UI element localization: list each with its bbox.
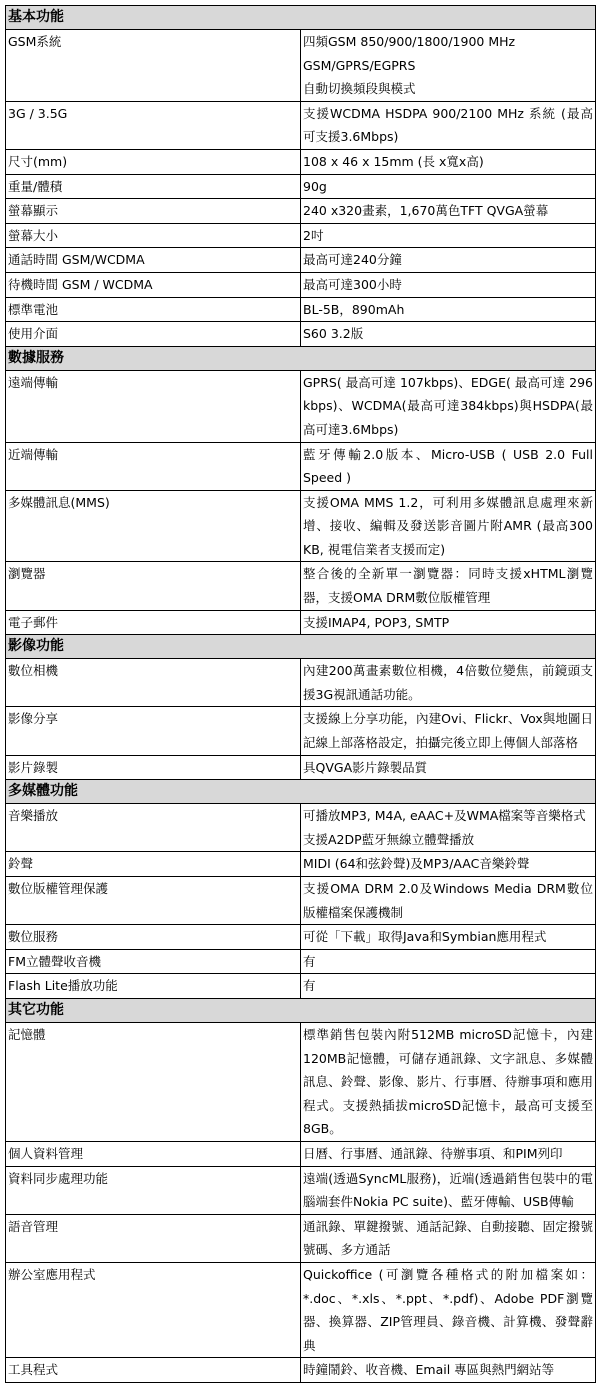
spec-value-line: MIDI (64和弦鈴聲)及MP3/AAC音樂鈴聲 [303,856,530,872]
spec-row [6,322,596,347]
spec-value-line: 最高可達240分鐘 [303,252,402,268]
spec-value-line: 整合後的全新單一瀏覽器：同時支援xHTML瀏覽器，支援OMA DRM數位版權管理 [303,566,593,606]
spec-value-line: 支援IMAP4, POP3, SMTP [303,614,450,630]
spec-row [6,755,596,780]
spec-value [301,949,596,974]
spec-row [6,149,596,174]
section-header [6,6,596,30]
spec-row [6,1166,596,1214]
spec-value [301,101,596,149]
spec-value [301,370,596,442]
spec-value-line: 支援OMA MMS 1.2，可利用多媒體訊息處理來新增、接收、編輯及發送影音圖片附AMR (最高300 KB, 視電信業者支援而定) [303,494,593,557]
spec-value-line: 支援OMA DRM 2.0及Windows Media DRM數位版權檔案保護機制 [303,881,593,920]
spec-label: 記憶體 [6,1022,301,1141]
spec-label: 個人資料管理 [6,1141,301,1166]
spec-label: GSM系統 [6,30,301,102]
spec-value [301,707,596,755]
spec-label: 螢幕顯示 [6,199,301,224]
section-title: 其它功能 [6,998,596,1022]
spec-value [301,223,596,248]
spec-value-line: 240 x320畫素，1,670萬色TFT QVGA螢幕 [303,203,549,219]
spec-value-line: 2吋 [303,227,324,243]
spec-table-body [6,6,596,1383]
spec-row [6,223,596,248]
spec-label: 瀏覽器 [6,562,301,610]
spec-label: 使用介面 [6,322,301,347]
section-header [6,346,596,370]
spec-label: 影像分享 [6,707,301,755]
spec-label: 近端傳輸 [6,442,301,490]
spec-label: 多媒體訊息(MMS) [6,490,301,562]
section-title: 多媒體功能 [6,780,596,804]
spec-row [6,101,596,149]
spec-value-line: 支援A2DP藍牙無線立體聲播放 [303,831,475,847]
spec-row [6,199,596,224]
spec-row [6,925,596,950]
spec-label: 數位版權管理保護 [6,877,301,925]
spec-value-line: 時鐘鬧鈴、收音機、Email 專區與熱門網站等 [303,1362,555,1378]
spec-value-line: 108 x 46 x 15mm (長 x寬x高) [303,153,484,169]
spec-value-line: 可播放MP3, M4A, eAAC+及WMA檔案等音樂格式 [303,808,586,824]
spec-value [301,30,596,102]
spec-value [301,199,596,224]
spec-row [6,949,596,974]
spec-row [6,248,596,273]
spec-value [301,149,596,174]
spec-value-line: 通訊錄、單鍵撥號、通話記錄、自動接聽、固定撥號號碼、多方通話 [303,1218,593,1258]
spec-label: 辦公室應用程式 [6,1262,301,1357]
spec-value-line: 支援線上分享功能，內建Ovi、Flickr、Vox與地圖日記線上部落格設定，拍攝完後立即上傳個人部落格 [303,711,593,751]
spec-row [6,1022,596,1141]
spec-value [301,974,596,999]
section-title: 基本功能 [6,6,596,30]
spec-value [301,1214,596,1262]
spec-value [301,562,596,610]
spec-row [6,442,596,490]
spec-value-line: 具QVGA影片錄製品質 [303,759,428,775]
spec-value-line: 自動切換頻段與模式 [303,81,416,97]
spec-row [6,1358,596,1383]
spec-label: FM立體聲收音機 [6,949,301,974]
spec-row [6,272,596,297]
spec-value [301,659,596,707]
spec-row [6,562,596,610]
section-header [6,635,596,659]
spec-value-line: 支援WCDMA HSDPA 900/2100 MHz 系統 (最高可支援3.6Mbps) [303,105,593,145]
spec-value-line: 有 [303,978,316,994]
spec-row [6,30,596,102]
spec-value-line: 90g [303,178,327,194]
spec-value-line: Quickoffice (可瀏覽各種格式的附加檔案如：*.doc、*.xls、*.ppt、*.pdf)、Adobe PDF瀏覽器、換算器、ZIP管理員、錄音機、計算機、發聲辭典 [303,1266,593,1353]
spec-value [301,877,596,925]
spec-value-line: GPRS( 最高可達 107kbps)、EDGE( 最高可達 296 kbps)、WCDMA(最高可達384kbps)與HSDPA(最高可達3.6Mbps) [303,374,593,437]
spec-label: 標準電池 [6,297,301,322]
spec-value-line: S60 3.2版 [303,326,364,342]
spec-label: 語音管理 [6,1214,301,1262]
spec-row [6,707,596,755]
spec-value [301,272,596,297]
spec-value [301,852,596,877]
spec-value [301,925,596,950]
spec-label: 數位相機 [6,659,301,707]
spec-label: 鈴聲 [6,852,301,877]
spec-value [301,248,596,273]
spec-value-line: 最高可達300小時 [303,276,402,292]
spec-row [6,174,596,199]
spec-value [301,1022,596,1141]
spec-value [301,755,596,780]
spec-label: 尺寸(mm) [6,149,301,174]
spec-value-line: 內建200萬畫素數位相機，4倍數位變焦，前鏡頭支援3G視訊通話功能。 [303,663,593,702]
spec-value [301,322,596,347]
spec-label: 影片錄製 [6,755,301,780]
spec-row [6,804,596,852]
spec-row [6,1214,596,1262]
spec-value [301,804,596,852]
spec-label: 資料同步處理功能 [6,1166,301,1214]
spec-row [6,610,596,635]
spec-label: 通話時間 GSM/WCDMA [6,248,301,273]
spec-value-line: 遠端(透過SyncML服務)，近端(透過銷售包裝中的電腦端套件Nokia PC suite)、藍牙傳輸、USB傳輸 [303,1170,593,1210]
spec-label: 待機時間 GSM / WCDMA [6,272,301,297]
spec-value-line: BL-5B，890mAh [303,301,405,317]
spec-label: 音樂播放 [6,804,301,852]
spec-row [6,1262,596,1357]
spec-value [301,442,596,490]
spec-value [301,610,596,635]
spec-row [6,370,596,442]
spec-row [6,852,596,877]
spec-value [301,1262,596,1357]
spec-label: 電子郵件 [6,610,301,635]
spec-value-line: 日曆、行事曆、通訊錄、待辦事項、和PIM列印 [303,1145,563,1161]
spec-table [5,5,596,1383]
spec-value [301,1141,596,1166]
section-title: 數據服務 [6,346,596,370]
spec-value-line: 四頻GSM 850/900/1800/1900 MHz [303,34,516,49]
spec-value-line: 有 [303,953,316,969]
spec-label: 螢幕大小 [6,223,301,248]
spec-value [301,1358,596,1383]
spec-label: 數位服務 [6,925,301,950]
spec-row [6,297,596,322]
spec-row [6,974,596,999]
spec-label: 工具程式 [6,1358,301,1383]
spec-label: 重量/體積 [6,174,301,199]
section-title: 影像功能 [6,635,596,659]
spec-value [301,1166,596,1214]
section-header [6,780,596,804]
spec-label: 3G / 3.5G [6,101,301,149]
spec-value [301,490,596,562]
spec-row [6,659,596,707]
spec-row [6,1141,596,1166]
spec-value-line: 標準銷售包裝內附512MB microSD記憶卡，內建120MB記憶體，可儲存通訊錄、文字訊息、多媒體訊息、鈴聲、影像、影片、行事曆、待辦事項和應用程式。支援熱插拔microSD記憶卡，最高可支援至8GB。 [303,1026,593,1137]
spec-value [301,297,596,322]
spec-value [301,174,596,199]
spec-label: Flash Lite播放功能 [6,974,301,999]
section-header [6,998,596,1022]
spec-value-line: 藍牙傳輸2.0版本、Micro-USB ( USB 2.0 Full Speed ) [303,446,593,486]
spec-value-line: 可從「下載」取得Java和Symbian應用程式 [303,929,547,945]
spec-value-line: GSM/GPRS/EGPRS [303,57,416,73]
spec-row [6,490,596,562]
spec-row [6,877,596,925]
spec-label: 遠端傳輸 [6,370,301,442]
